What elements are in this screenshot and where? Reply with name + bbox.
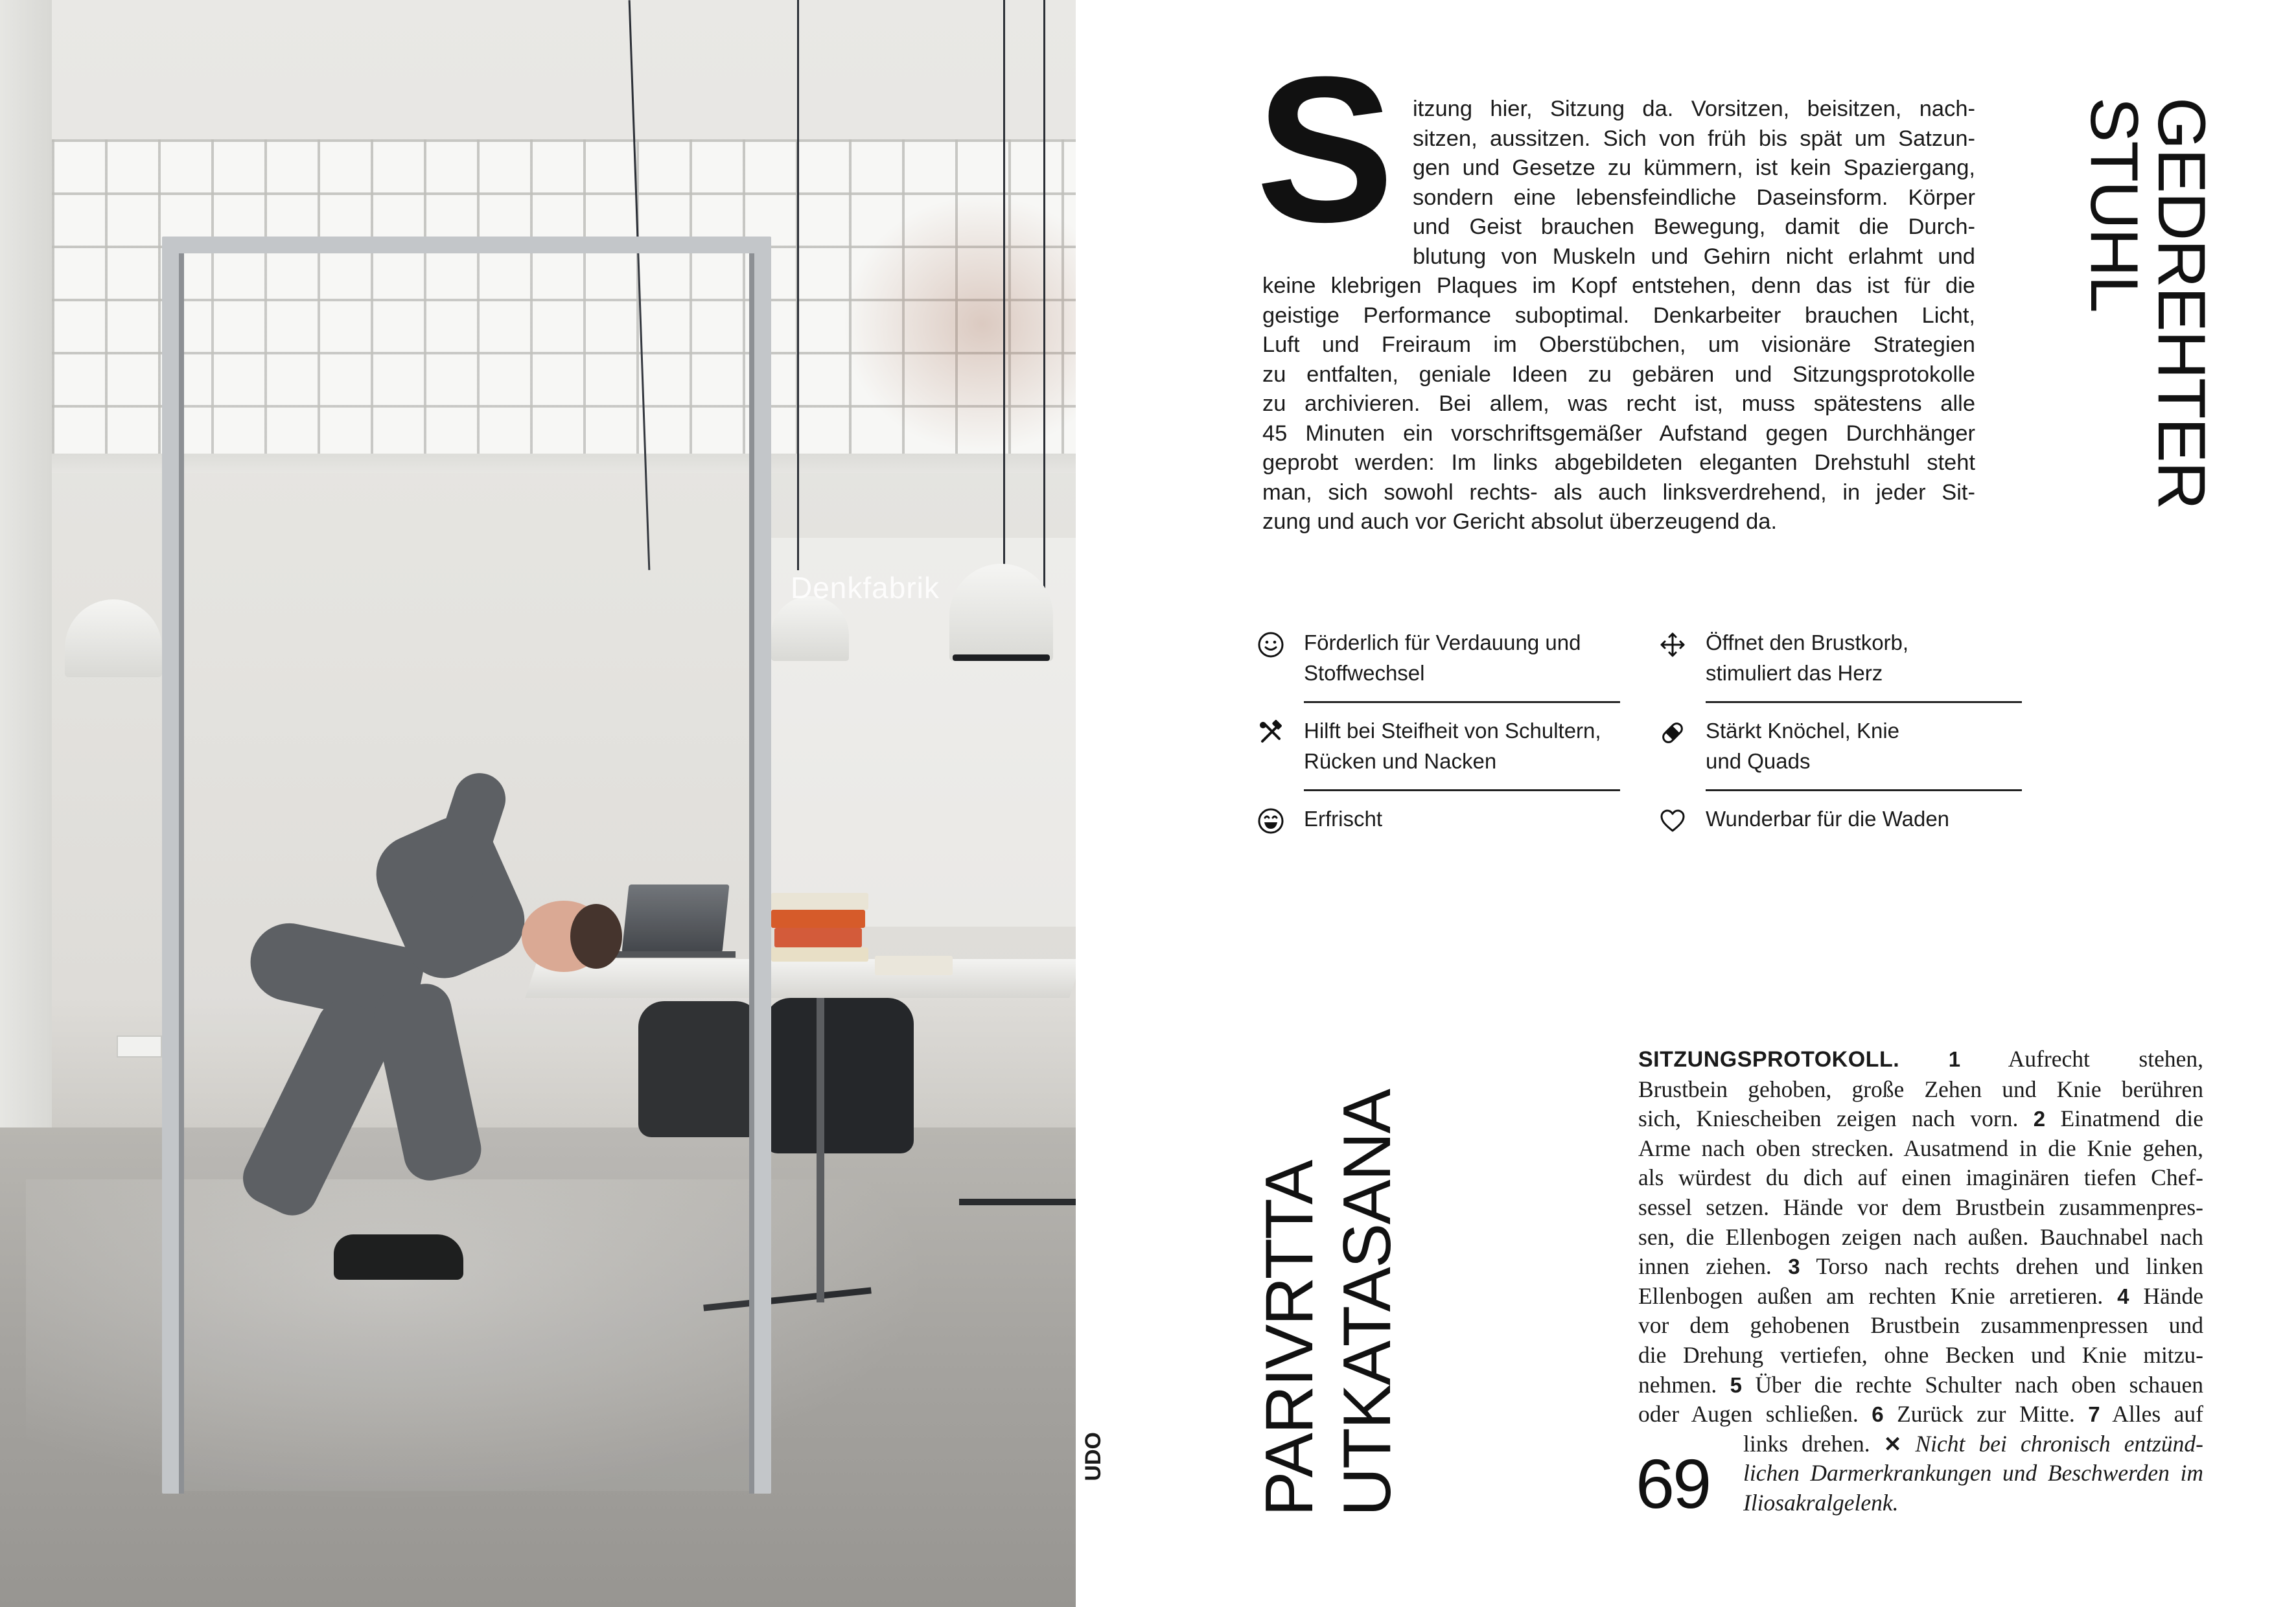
benefit-line: Stoffwechsel (1304, 661, 1425, 685)
heart-icon (1659, 807, 1686, 835)
body-line: geistige Performance suboptimal. Denkarbeiter brauchen Licht, (1262, 303, 1975, 328)
body-line: geprobt werden: Im links abgebildeten eleganten Drehstuhl steht (1262, 450, 1975, 475)
step-number: 6 (1872, 1402, 1884, 1427)
title-line: UTKATASANA (1330, 1089, 1405, 1516)
book (771, 910, 865, 928)
body-line: gen und Gesetze zu kümmern, ist kein Spaziergang, (1413, 156, 1975, 180)
glass-sign: Denkfabrik (791, 571, 940, 605)
benefit-line: Stärkt Knöchel, Knie (1706, 719, 1899, 743)
protocol-line: vor dem gehobenen Brustbein zusammenpressen und (1638, 1312, 2203, 1339)
warning-text: Nicht bei chronisch entzünd- (1915, 1430, 2204, 1457)
title-line: PARIVRTTA (1252, 1161, 1327, 1516)
benefit-line: Öffnet den Brustkorb, (1706, 630, 1909, 654)
book (774, 928, 862, 947)
protocol-text: Alles auf (2112, 1401, 2203, 1428)
protocol-text: Aufrecht stehen, (2008, 1046, 2203, 1072)
protocol-line: die Drehung vertiefen, ohne Becken und Knie mitzu- (1638, 1341, 2203, 1368)
protocol-text: oder Augen schließen. (1638, 1401, 1859, 1428)
step-number: 4 (2117, 1284, 2129, 1308)
warning-text: Iliosakralgelenk. (1743, 1489, 1899, 1516)
body-line: man, sich sowohl rechts- als auch linksverdrehend, in jeder Sit- (1262, 480, 1975, 505)
drop-cap: S (1256, 33, 1395, 265)
benefit-line: Förderlich für Verdauung und (1304, 630, 1581, 654)
body-line: itzung hier, Sitzung da. Vorsitzen, beisitzen, nach- (1413, 97, 1975, 121)
protocol-line: sessel setzen. Hände vor dem Brustbein zusammenpres- (1638, 1194, 2203, 1220)
body-line: zung und auch vor Gericht absolut überzeugend da. (1262, 509, 1778, 534)
divider (1706, 789, 2022, 791)
body-line: keine klebrigen Plaques im Kopf entstehen, denn das ist für die (1262, 273, 1975, 298)
title-line: STUHL (2076, 97, 2151, 312)
lamp-cable (797, 0, 799, 570)
benefit-text (1706, 715, 1899, 776)
exercise-instructions (1636, 1045, 2204, 1523)
body-line: zu entfalten, geniale Ideen zu gebären und Sitzungsprotokolle (1262, 362, 1975, 387)
protocol-line: sen, die Ellenbogen zeigen nach außen. Bauchnabel nach (1638, 1223, 2203, 1250)
door-frame (162, 237, 771, 1494)
chair-base (959, 1199, 1076, 1205)
protocol-text: Zurück zur Mitte. (1897, 1401, 2075, 1428)
protocol-text: Über die rechte Schulter nach oben schauen (1755, 1371, 2204, 1398)
lamp-rim (953, 654, 1050, 661)
benefit-text (1304, 715, 1601, 776)
step-number: 5 (1730, 1372, 1742, 1397)
smiley-icon (1257, 631, 1284, 658)
photo-credit: UDO (1081, 1432, 1106, 1481)
body-line: blutung von Muskeln und Gehirn nicht erlahmt und (1413, 244, 1975, 269)
benefit-text (1304, 804, 1382, 834)
protocol-line: Arme nach oben strecken. Ausatmend in die Knie gehen, (1638, 1135, 2203, 1161)
protocol-text: nehmen. (1638, 1371, 1717, 1398)
step-number: 7 (2088, 1402, 2100, 1427)
book (771, 947, 868, 962)
warning-text: lichen Darmerkrankungen und Beschwerden im (1743, 1460, 2203, 1486)
body-line: Luft und Freiraum im Oberstübchen, um visionäre Strategien (1262, 332, 1975, 357)
pose-title-sanskrit (1251, 1089, 1406, 1516)
body-line: 45 Minuten ein vorschriftsgemäßer Aufstand gegen Durchhänger (1262, 421, 1975, 446)
pendant-lamp (949, 564, 1053, 661)
warning-cross-icon: ✕ (1883, 1431, 1902, 1456)
protocol-text: innen ziehen. (1638, 1253, 1772, 1280)
title-line: GEDREHTER (2144, 97, 2219, 509)
benefit-item (1257, 804, 1620, 842)
benefit-text (1304, 627, 1581, 688)
protocol-text: Einatmend die (2060, 1105, 2203, 1132)
tools-icon (1257, 719, 1284, 746)
benefit-line: und Quads (1706, 749, 1811, 773)
protocol-line: als würdest du dich auf einen imaginären tiefen Chef- (1638, 1164, 2203, 1191)
lamp-cable (1003, 0, 1005, 583)
step-number: 2 (2033, 1107, 2046, 1131)
wall-socket (117, 1035, 162, 1058)
benefit-text (1706, 627, 1908, 688)
lamp-cable (1043, 0, 1045, 609)
benefit-item (1659, 804, 2022, 842)
side-wall (0, 0, 52, 1166)
benefit-line: Rücken und Nacken (1304, 749, 1497, 773)
office-chair (765, 998, 914, 1153)
protocol-text: Hände (2143, 1282, 2203, 1309)
expand-arrows-icon (1659, 631, 1686, 658)
bandage-icon (1659, 719, 1686, 746)
divider (1304, 701, 1620, 703)
tree-through-window (842, 194, 1076, 454)
body-line: sitzen, aussitzen. Sich von früh bis spät um Satzun- (1413, 126, 1975, 151)
protocol-text: Torso nach rechts drehen und linken (1816, 1253, 2204, 1280)
benefit-line: Hilft bei Steifheit von Schultern, (1304, 719, 1601, 743)
step-number: 1 (1948, 1047, 1961, 1071)
grin-icon (1257, 807, 1284, 835)
step-number: 3 (1788, 1254, 1800, 1279)
protocol-text: links drehen. (1743, 1430, 1870, 1457)
table-leg (817, 998, 824, 1302)
body-line: sondern eine lebensfeindliche Daseinsform. Körper (1413, 185, 1975, 210)
benefit-item (1257, 715, 1620, 793)
pose-title-german (2076, 97, 2219, 509)
book (771, 893, 868, 910)
benefit-line: Wunderbar für die Waden (1706, 807, 1950, 831)
benefit-line: stimuliert das Herz (1706, 661, 1883, 685)
protocol-line: Brustbein gehoben, große Zehen und Knie berühren (1638, 1076, 2203, 1102)
benefit-line: Erfrischt (1304, 807, 1383, 831)
benefit-text (1706, 804, 1949, 834)
divider (1304, 789, 1620, 791)
page-number: 69 (1636, 1444, 1710, 1523)
protocol-text: sich, Kniescheiben zeigen nach vorn. (1638, 1105, 2019, 1132)
notebook (875, 956, 953, 975)
protocol-text: Ellenbogen außen am rechten Knie arretieren. (1638, 1282, 2104, 1309)
benefit-item (1257, 627, 1620, 705)
article-body (1262, 95, 1975, 537)
benefit-item (1659, 627, 2022, 705)
body-line: zu archivieren. Bei allem, was recht ist, muss spätestens alle (1262, 391, 1975, 416)
benefit-item (1659, 715, 2022, 793)
body-line: und Geist brauchen Bewegung, damit die Durch- (1413, 214, 1975, 239)
pendant-lamp (65, 599, 162, 677)
divider (1706, 701, 2022, 703)
office-photo (0, 0, 1076, 1607)
protocol-heading: SITZUNGSPROTOKOLL. (1638, 1047, 1900, 1072)
